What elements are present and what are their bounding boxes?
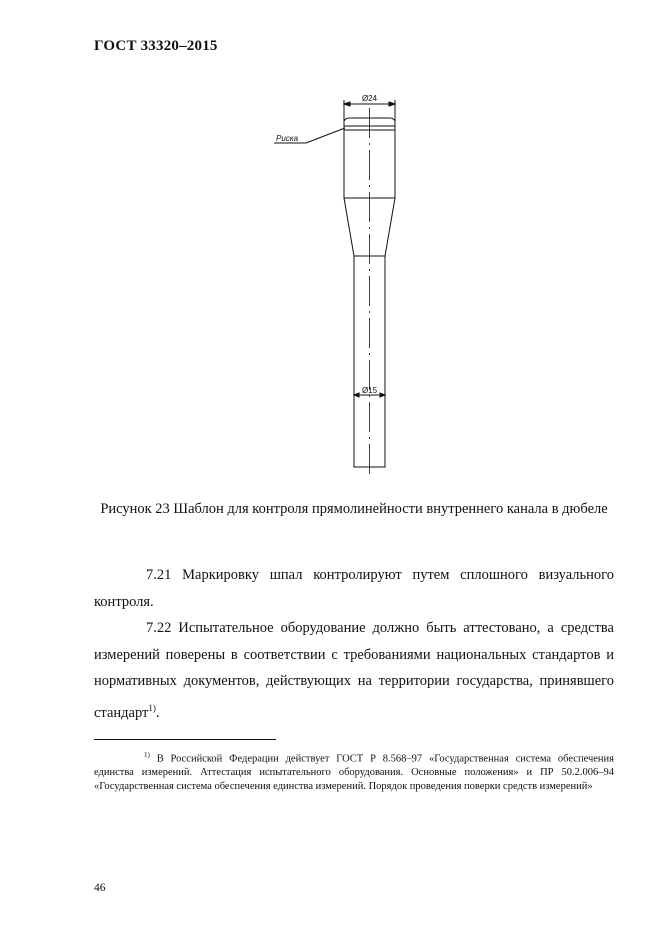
bottom-diameter-label: Ø15 xyxy=(361,386,378,395)
paragraph-7-22 xyxy=(94,615,614,726)
footnote-marker: 1) xyxy=(144,751,150,759)
dim-arrow-top-right xyxy=(389,102,395,106)
mark-leader xyxy=(306,128,345,143)
figure-caption: Рисунок 23 Шаблон для контроля прямолинейности внутреннего канала в дюбеле xyxy=(100,501,608,517)
footnote-text: В Российской Федерации действует ГОСТ Р 8.568–97 «Государственная система обеспечения единства измерений. Аттестация испытательного оборудования. Основные положения» и ПР 50.2.006–94 «Государственная система обеспечения единства измерений. Порядок проведения поверки средств измерений» xyxy=(94,753,614,792)
footnote-reference: 1) xyxy=(148,702,156,713)
document-header: ГОСТ 33320–2015 xyxy=(94,38,218,54)
dim-arrow-top-left xyxy=(344,102,350,106)
mark-label: Риска xyxy=(276,134,299,143)
top-diameter-label: Ø24 xyxy=(361,94,378,103)
body-text xyxy=(94,562,614,726)
dim-arrow-bottom-left xyxy=(354,393,359,397)
paragraph-7-22-end: . xyxy=(155,704,160,721)
footnote-separator xyxy=(94,739,276,740)
taper-left xyxy=(344,198,354,256)
footnote xyxy=(94,749,614,793)
paragraph-7-22-text: 7.22 Испытательное оборудование должно быть аттестовано, а средства измерений поверены в соответствии с требованиями национальных стандартов и нормативных документов, действующих на территории государства, принявшего стандарт xyxy=(94,620,614,721)
taper-right xyxy=(385,198,395,256)
paragraph-7-21: 7.21 Маркировку шпал контролируют путем сплошного визуального контроля. xyxy=(94,567,614,610)
dim-arrow-bottom-right xyxy=(380,393,385,397)
page-number: 46 xyxy=(94,882,106,894)
